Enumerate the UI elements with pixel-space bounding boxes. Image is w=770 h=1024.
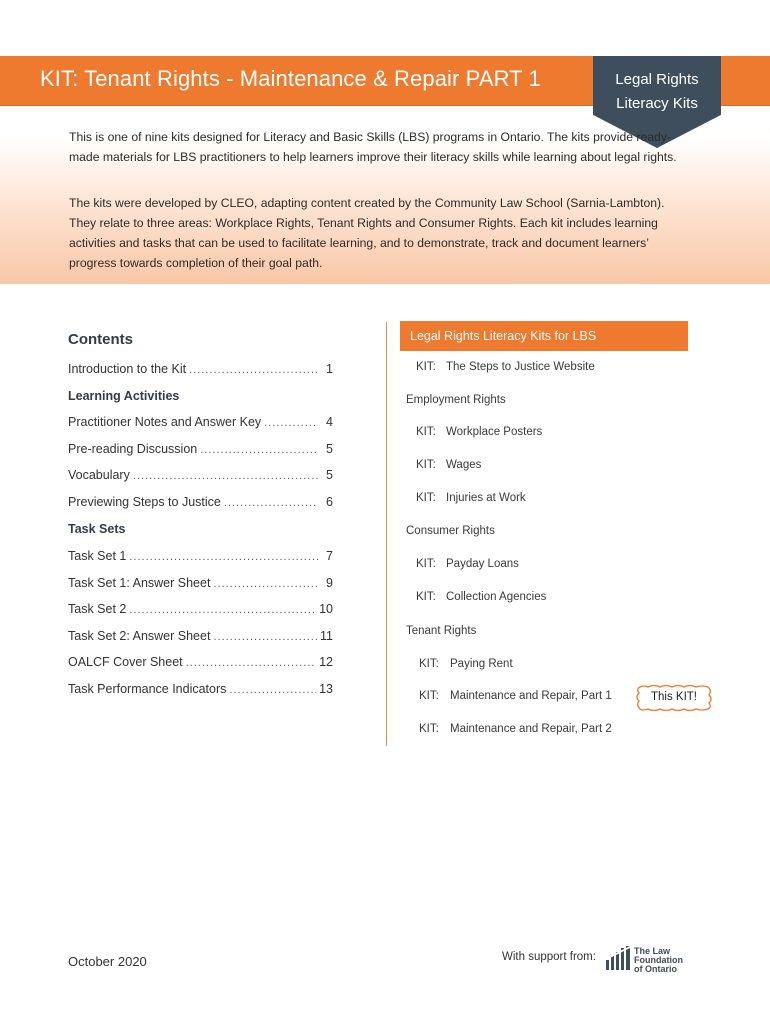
kit-title: Collection Agencies: [446, 591, 547, 603]
logo-line-3: of Ontario: [634, 964, 677, 974]
toc-label: Practitioner Notes and Answer Key: [68, 415, 262, 429]
kit-title: Maintenance and Repair, Part 1: [450, 690, 612, 702]
toc-leader: [129, 604, 316, 616]
toc-page: 4: [326, 415, 333, 429]
legal-rights-tag-label: [593, 68, 721, 116]
kit-item: [416, 591, 546, 603]
toc-page: 12: [319, 655, 333, 669]
toc-entry: [68, 682, 333, 696]
toc-label: Task Set 2: [68, 602, 127, 616]
toc-entry: [68, 495, 333, 509]
toc-leader: [229, 684, 316, 696]
kit-item: [416, 492, 526, 504]
toc-label: OALCF Cover Sheet: [68, 655, 183, 669]
toc-label: Previewing Steps to Justice: [68, 495, 221, 509]
law-foundation-logo-icon: [606, 946, 632, 972]
kit-category-tenant: Tenant Rights: [406, 625, 477, 637]
toc-leader: [189, 364, 318, 376]
kits-header-label: Legal Rights Literacy Kits for LBS: [410, 329, 597, 343]
toc-leader: [200, 444, 318, 456]
toc-label: Task Set 1: Answer Sheet: [68, 576, 211, 590]
kit-title: Paying Rent: [450, 658, 513, 670]
kit-prefix: KIT:: [416, 492, 436, 504]
toc-entry: [68, 415, 333, 429]
toc-leader: [133, 470, 318, 482]
this-kit-label: This KIT!: [650, 691, 697, 703]
toc-page: 5: [326, 442, 333, 456]
toc-leader: [186, 657, 316, 669]
kit-prefix: KIT:: [416, 459, 436, 471]
intro-paragraph-2: The kits were developed by CLEO, adapting content created by the Community Law School (Sarnia-Lambton). They relate to three areas: Workplace Rights, Tenant Rights and Consumer Rights. Each kit includes learning activities and tasks that can be used to facilitate learning, and to demonstrate, track and document learners’ progress towards completion of their goal path.: [69, 196, 665, 270]
tag-line-1: Legal Rights: [615, 71, 699, 88]
toc-leader: [264, 417, 318, 429]
toc-entry: [68, 629, 333, 643]
kit-title: Injuries at Work: [446, 492, 526, 504]
kit-title: Maintenance and Repair, Part 2: [450, 723, 612, 735]
toc-page: 10: [319, 602, 333, 616]
tag-line-2: Literacy Kits: [616, 95, 698, 112]
toc-page: 6: [326, 495, 333, 509]
kit-prefix: KIT:: [416, 558, 436, 570]
toc-label: Task Set 2: Answer Sheet: [68, 629, 211, 643]
toc-entry: [68, 442, 333, 456]
logo-line-1: The Law: [634, 946, 671, 956]
kit-item-current: [419, 690, 612, 702]
toc-entry: [68, 549, 333, 563]
toc-page: 7: [326, 549, 333, 563]
support-label: With support from:: [502, 951, 596, 963]
kit-prefix: KIT:: [419, 723, 439, 735]
kit-title: Payday Loans: [446, 558, 519, 570]
toc-label: Task Set 1: [68, 549, 127, 563]
kit-item: [419, 658, 513, 670]
kit-prefix: KIT:: [416, 591, 436, 603]
toc-entry: [68, 602, 333, 616]
column-divider: [386, 322, 387, 746]
toc-page: 13: [319, 682, 333, 696]
toc-label: Vocabulary: [68, 468, 130, 482]
kit-category-consumer: Consumer Rights: [406, 525, 495, 537]
toc-leader: [129, 551, 318, 563]
kit-item: [416, 459, 481, 471]
intro-paragraph-1: This is one of nine kits designed for Literacy and Basic Skills (LBS) programs in Ontario. The kits provide ready-made materials for LBS practitioners to help learners improve their literacy skills while learning about legal rights.: [69, 130, 677, 164]
kit-title: The Steps to Justice Website: [446, 361, 595, 373]
kit-item: [416, 558, 519, 570]
toc-label: Pre-reading Discussion: [68, 442, 198, 456]
toc-page: 1: [326, 362, 333, 376]
contents-heading: Contents: [68, 331, 133, 348]
toc-label: Task Performance Indicators: [68, 682, 227, 696]
publication-date: October 2020: [68, 954, 147, 969]
toc-page: 5: [326, 468, 333, 482]
toc-label: Introduction to the Kit: [68, 362, 187, 376]
logo-line-2: Foundation: [634, 955, 683, 965]
toc-entry: [68, 655, 333, 669]
toc-page: 9: [326, 576, 333, 590]
kit-prefix: KIT:: [416, 426, 436, 438]
toc-entry: [68, 468, 333, 482]
toc-page: 11: [320, 629, 333, 643]
toc-leader: [213, 631, 317, 643]
kit-prefix: KIT:: [419, 690, 439, 702]
toc-entry: [68, 362, 333, 376]
kit-title: Wages: [446, 459, 482, 471]
kit-item: [416, 361, 595, 373]
toc-section-learning: Learning Activities: [68, 389, 180, 403]
toc-leader: [224, 497, 318, 509]
kit-category-employment: Employment Rights: [406, 394, 506, 406]
kit-prefix: KIT:: [419, 658, 439, 670]
toc-section-tasks: Task Sets: [68, 522, 126, 536]
kit-item: [419, 723, 612, 735]
kit-title: Workplace Posters: [446, 426, 543, 438]
kit-item: [416, 426, 542, 438]
toc-leader: [213, 578, 318, 590]
document-title: KIT: Tenant Rights - Maintenance & Repair PART 1: [40, 66, 541, 91]
kit-prefix: KIT:: [416, 361, 436, 373]
toc-entry: [68, 576, 333, 590]
law-foundation-logo-text: [634, 947, 683, 974]
